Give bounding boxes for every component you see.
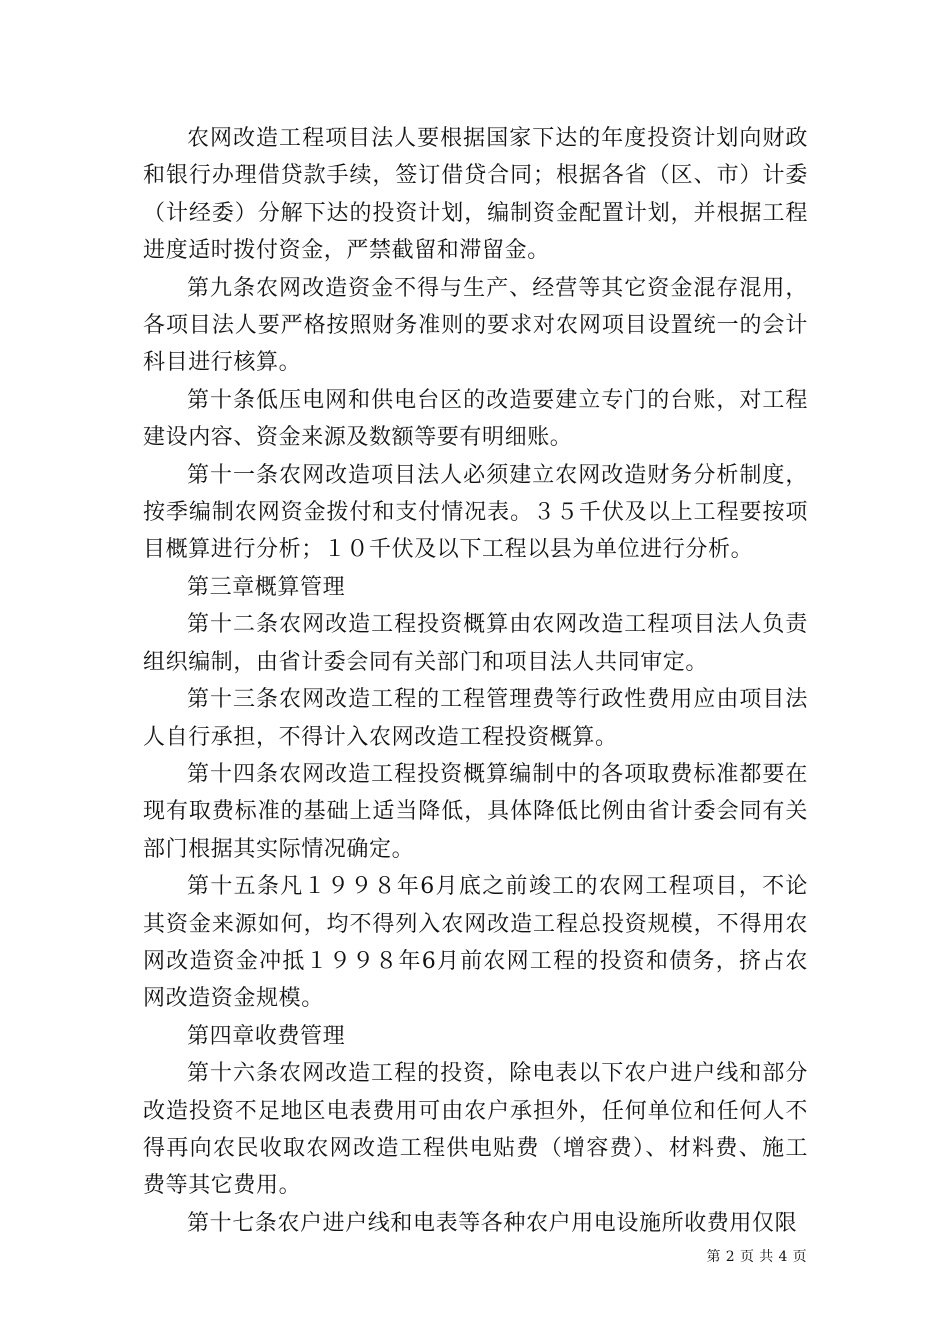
document-body — [143, 120, 808, 1242]
chapter-4-heading: 第四章收费管理 — [187, 1023, 346, 1049]
paragraph-article-15: 第十五条凡１９９８年6月底之前竣工的农网工程项目，不论其资金来源如何，均不得列入农网改造工程总投资规模，不得用农网改造资金冲抵１９９８年6月前农网工程的投资和债务，挤占农网改造资金规模。 — [143, 874, 808, 1012]
paragraph-article-17: 第十七条农户进户线和电表等各种农户用电设施所收费用仅限 — [187, 1210, 798, 1236]
paragraph-article-16: 第十六条农网改造工程的投资，除电表以下农户进户线和部分改造投资不足地区电表费用可由农户承担外，任何单位和任何人不得再向农民收取农网改造工程供电贴费（增容费）、材料费、施工费等其它费用。 — [143, 1061, 808, 1199]
chapter-3-heading: 第三章概算管理 — [187, 574, 346, 600]
paragraph-article-12: 第十二条农网改造工程投资概算由农网改造工程项目法人负责组织编制，由省计委会同有关部门和项目法人共同审定。 — [143, 612, 808, 675]
paragraph-article-10: 第十条低压电网和供电台区的改造要建立专门的台账，对工程建设内容、资金来源及数额等要有明细账。 — [143, 387, 808, 451]
paragraph-loan-procedures: 农网改造工程项目法人要根据国家下达的年度投资计划向财政和银行办理借贷款手续，签订借贷合同；根据各省（区、市）计委（计经委）分解下达的投资计划，编制资金配置计划，并根据工程进度适时拨付资金，严禁截留和滞留金。 — [143, 126, 808, 264]
paragraph-article-14: 第十四条农网改造工程投资概算编制中的各项取费标准都要在现有取费标准的基础上适当降低，具体降低比例由省计委会同有关部门根据其实际情况确定。 — [143, 761, 808, 862]
paragraph-article-13: 第十三条农网改造工程的工程管理费等行政性费用应由项目法人自行承担，不得计入农网改造工程投资概算。 — [143, 687, 808, 750]
paragraph-article-11: 第十一条农网改造项目法人必须建立农网改造财务分析制度，按季编制农网资金拨付和支付情况表。３５千伏及以上工程要按项目概算进行分析；１０千伏及以下工程以县为单位进行分析。 — [143, 462, 808, 563]
page-number-footer: 第 2 页 共 4 页 — [706, 1249, 807, 1265]
paragraph-article-9: 第九条农网改造资金不得与生产、经营等其它资金混存混用，各项目法人要严格按照财务准则的要求对农网项目设置统一的会计科目进行核算。 — [143, 275, 808, 376]
